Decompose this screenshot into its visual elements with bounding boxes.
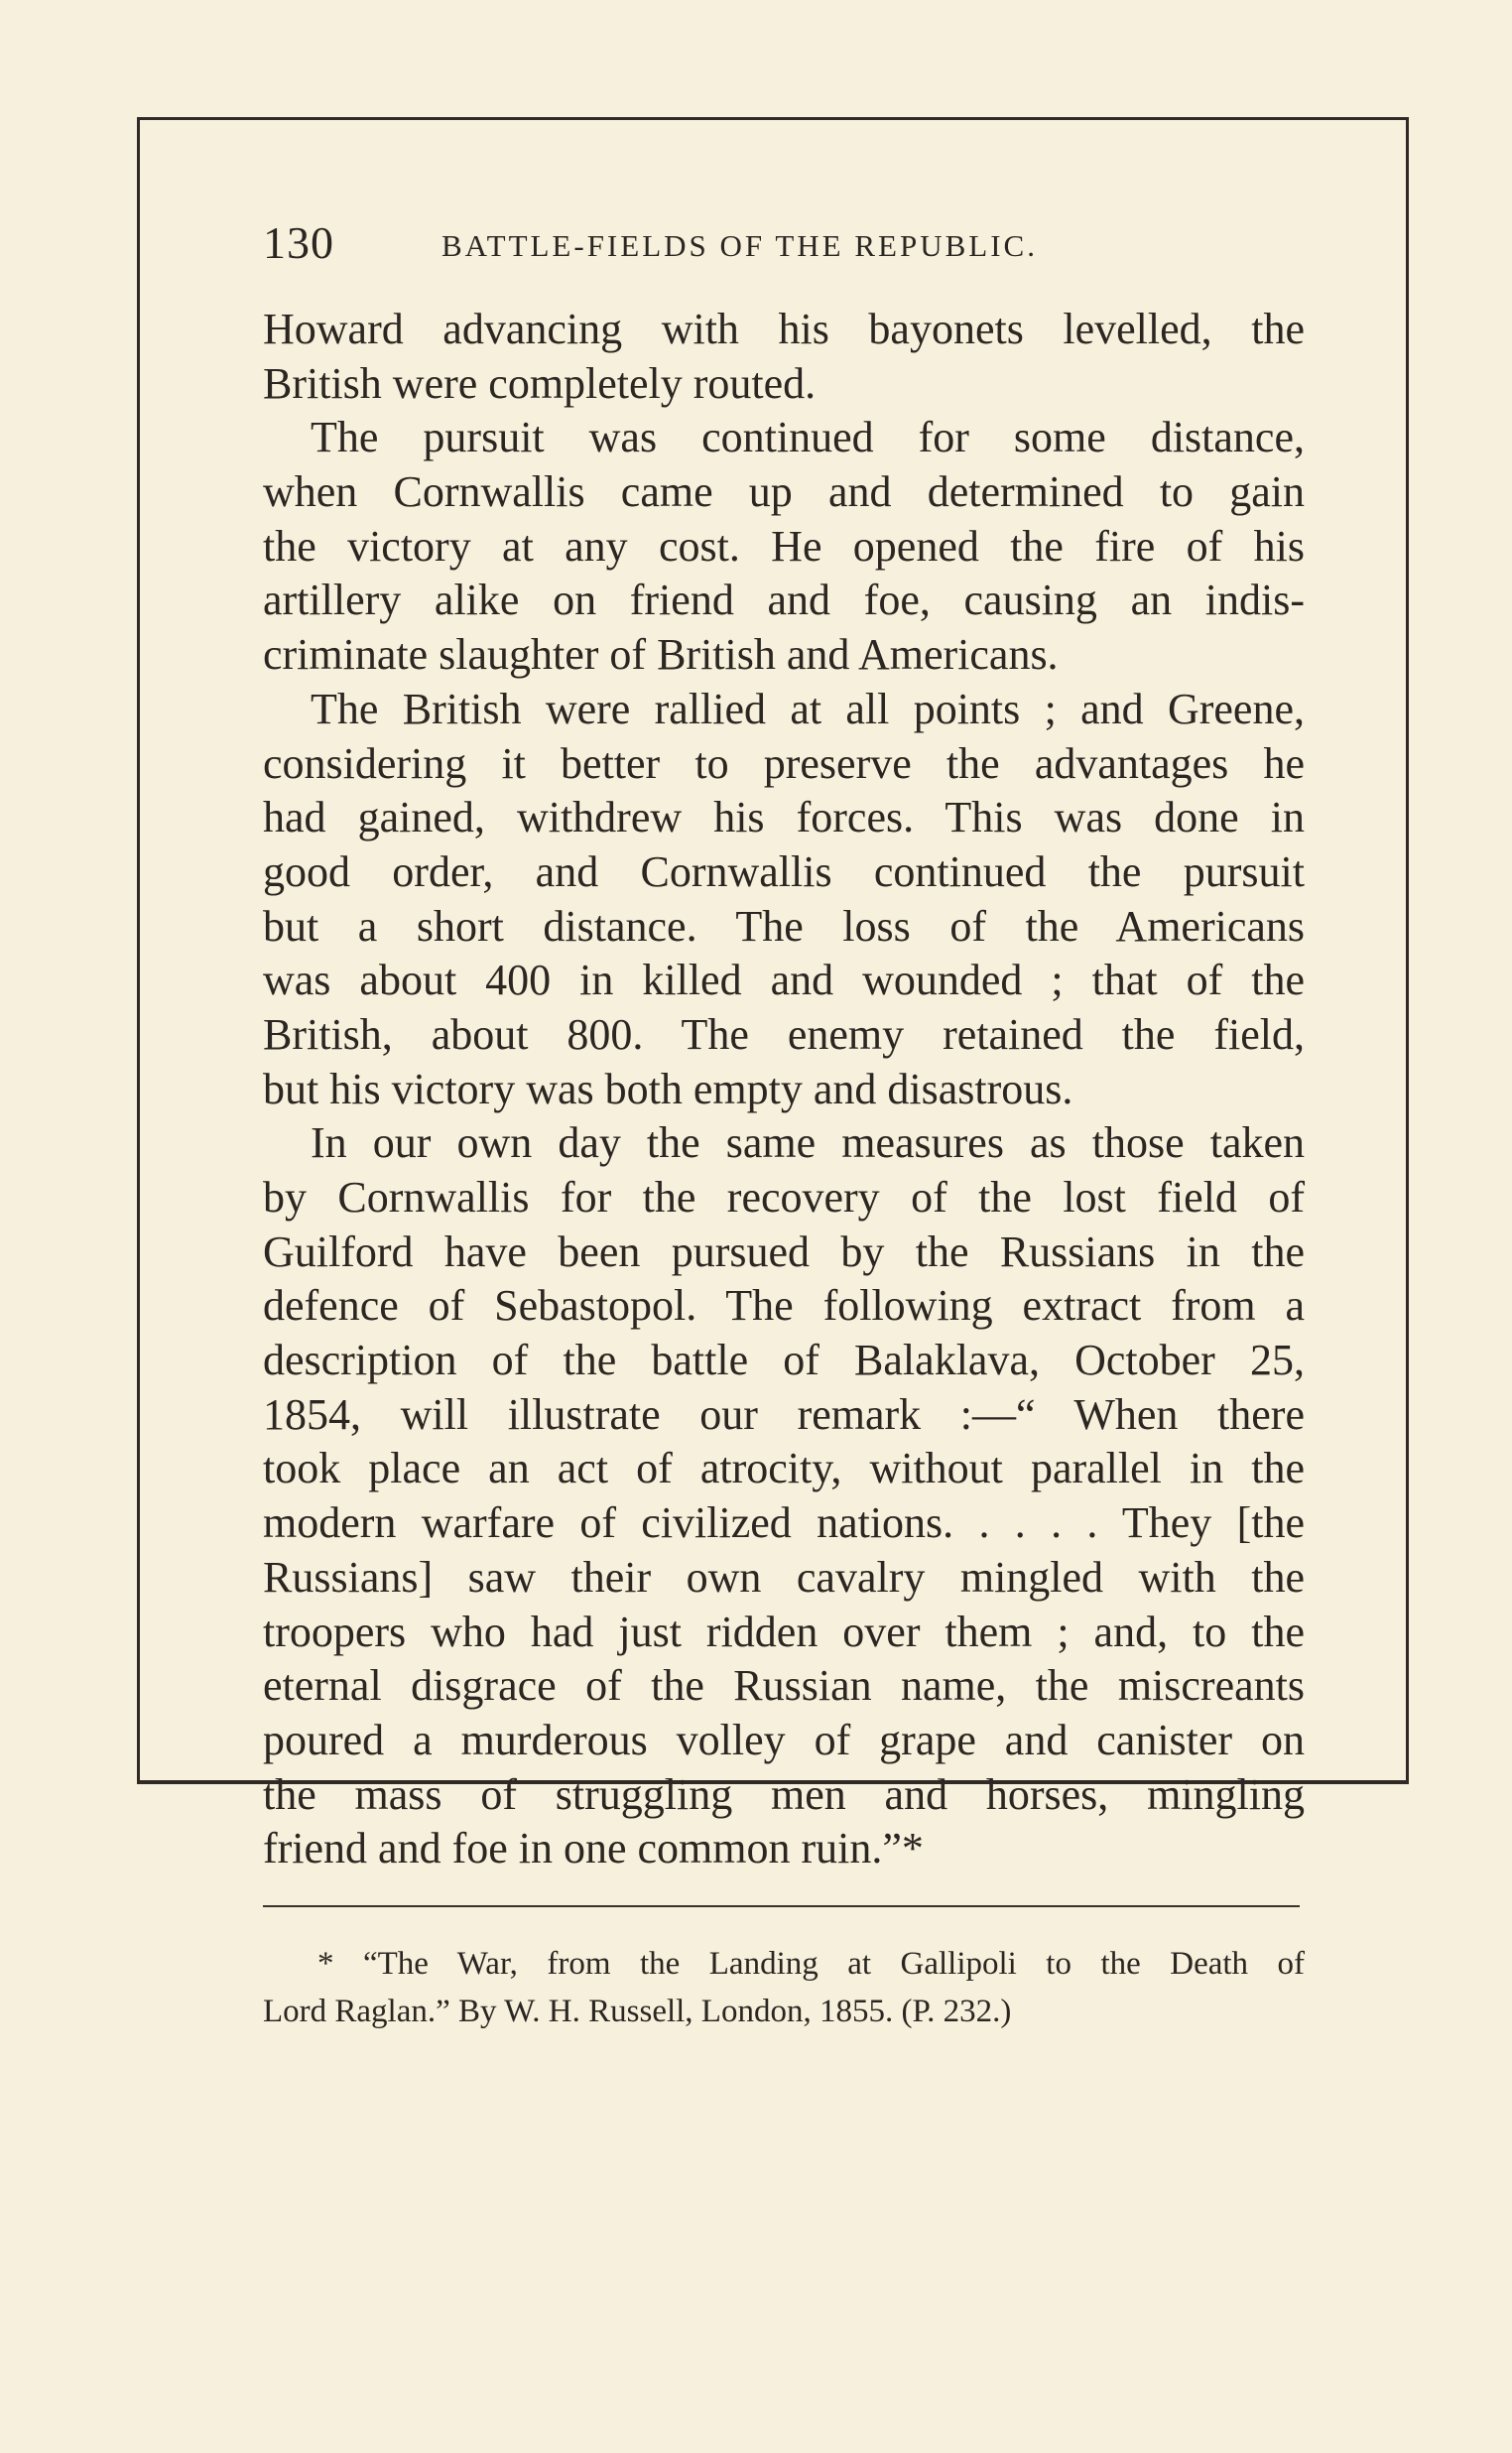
text-line: The British were rallied at all points ; and Greene, — [311, 684, 1305, 733]
text-line: friend and foe in one common ruin.”* — [263, 1824, 924, 1873]
text-line: had gained, withdrew his forces. This was done in — [263, 793, 1305, 842]
footnote-line: * “The War, from the Landing at Gallipoli to the Death of — [317, 1946, 1305, 1982]
text-line: considering it better to preserve the advantages he — [263, 738, 1305, 788]
text-line: The pursuit was continued for some distance, — [311, 413, 1305, 462]
text-line: defence of Sebastopol. The following extract from a — [263, 1281, 1305, 1331]
text-line: British were completely routed. — [263, 358, 817, 408]
footnote-divider — [263, 1905, 1300, 1907]
body-text — [263, 303, 1305, 1876]
text-line: but his victory was both empty and disastrous. — [263, 1064, 1073, 1113]
footnote — [263, 1940, 1305, 2035]
page-header — [263, 216, 1305, 276]
text-line: good order, and Cornwallis continued the pursuit — [263, 846, 1305, 896]
text-line: 1854, will illustrate our remark :—“ When there — [263, 1389, 1305, 1439]
text-line: the mass of struggling men and horses, mingling — [263, 1769, 1305, 1819]
text-line: Howard advancing with his bayonets levelled, the — [263, 305, 1305, 353]
text-line: took place an act of atrocity, without parallel in the — [263, 1444, 1305, 1493]
running-head: BATTLE-FIELDS OF THE REPUBLIC. — [441, 228, 1038, 263]
text-line: Russians] saw their own cavalry mingled with the — [263, 1552, 1305, 1602]
text-line: description of the battle of Balaklava, October 25, — [263, 1336, 1305, 1385]
text-line: modern warfare of civilized nations. . . . . They [the — [263, 1498, 1305, 1548]
text-line: poured a murderous volley of grape and canister on — [263, 1715, 1305, 1764]
text-line: by Cornwallis for the recovery of the lost field of — [263, 1173, 1305, 1222]
text-line: British, about 800. The enemy retained the field, — [263, 1009, 1305, 1059]
text-line: was about 400 in killed and wounded ; that of the — [263, 956, 1305, 1005]
text-line: troopers who had just ridden over them ; and, to the — [263, 1607, 1305, 1656]
footnote-line: Lord Raglan.” By W. H. Russell, London, 1855. (P. 232.) — [263, 1994, 1012, 2029]
text-line: criminate slaughter of British and Americans. — [263, 630, 1059, 680]
text-line: In our own day the same measures as those taken — [311, 1118, 1305, 1168]
text-line: eternal disgrace of the Russian name, the miscreants — [263, 1661, 1305, 1711]
text-line: when Cornwallis came up and determined to gain — [263, 467, 1305, 517]
text-line: Guilford have been pursued by the Russians in the — [263, 1226, 1305, 1276]
page-number: 130 — [263, 217, 334, 268]
text-line: but a short distance. The loss of the Americans — [263, 901, 1305, 951]
text-line: the victory at any cost. He opened the fire of his — [263, 521, 1305, 571]
text-line: artillery alike on friend and foe, causing an indis- — [263, 576, 1305, 625]
